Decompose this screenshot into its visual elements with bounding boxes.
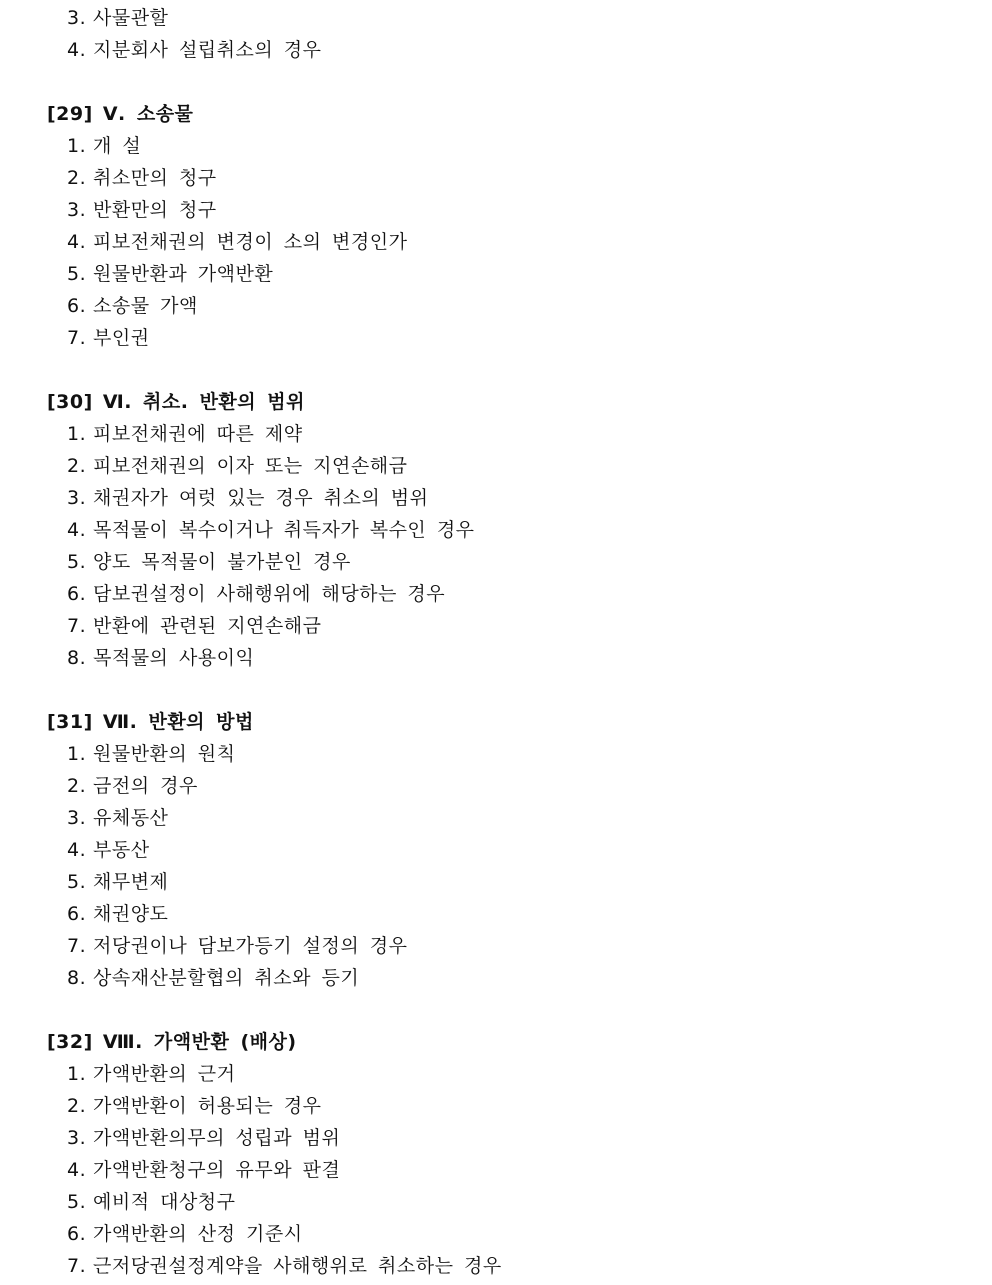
item-number: 3. (67, 1127, 87, 1149)
item-number: 3. (67, 7, 87, 29)
list-item (0, 1058, 992, 1090)
section-title: Ⅶ. 반환의 방법 (102, 711, 254, 733)
item-number: 4. (67, 231, 87, 253)
list-item (0, 738, 992, 770)
item-number: 2. (67, 775, 87, 797)
item-text: 가액반환의무의 성립과 범위 (93, 1127, 341, 1149)
spacer (0, 994, 992, 1026)
list-item (0, 482, 992, 514)
item-text: 사물관할 (93, 7, 169, 29)
item-text: 부인권 (93, 327, 150, 349)
document-page (0, 2, 992, 1282)
item-number: 8. (67, 647, 87, 669)
list-item (0, 1186, 992, 1218)
item-number: 3. (67, 807, 87, 829)
item-text: 반환에 관련된 지연손해금 (93, 615, 322, 637)
item-text: 취소만의 청구 (93, 167, 217, 189)
list-item (0, 834, 992, 866)
item-text: 유체동산 (93, 807, 169, 829)
item-text: 원물반환의 원칙 (93, 743, 236, 765)
item-text: 소송물 가액 (93, 295, 198, 317)
list-item (0, 642, 992, 674)
item-text: 채권자가 여럿 있는 경우 취소의 범위 (93, 487, 429, 509)
list-item (0, 258, 992, 290)
item-number: 6. (67, 583, 87, 605)
list-item (0, 1218, 992, 1250)
list-item (0, 770, 992, 802)
item-text: 가액반환의 근거 (93, 1063, 236, 1085)
list-item (0, 1090, 992, 1122)
item-number: 8. (67, 967, 87, 989)
item-number: 1. (67, 743, 87, 765)
item-number: 1. (67, 135, 87, 157)
list-item (0, 898, 992, 930)
list-item (0, 546, 992, 578)
item-text: 상속재산분할협의 취소와 등기 (93, 967, 360, 989)
list-item (0, 194, 992, 226)
item-number: 7. (67, 615, 87, 637)
item-number: 3. (67, 199, 87, 221)
section-code: [30] (47, 391, 93, 413)
item-number: 7. (67, 1255, 87, 1277)
list-item (0, 610, 992, 642)
item-text: 원물반환과 가액반환 (93, 263, 274, 285)
item-text: 피보전채권의 변경이 소의 변경인가 (93, 231, 408, 253)
item-number: 7. (67, 935, 87, 957)
spacer (0, 66, 992, 98)
item-text: 근저당권설정계약을 사해행위로 취소하는 경우 (93, 1255, 502, 1277)
list-item (0, 930, 992, 962)
section-heading (0, 706, 992, 738)
item-number: 7. (67, 327, 87, 349)
section-title: Ⅴ. 소송물 (102, 103, 194, 125)
item-text: 가액반환청구의 유무와 판결 (93, 1159, 341, 1181)
list-item (0, 962, 992, 994)
list-item (0, 162, 992, 194)
item-text: 양도 목적물이 불가분인 경우 (93, 551, 351, 573)
item-text: 지분회사 설립취소의 경우 (93, 39, 322, 61)
item-number: 4. (67, 39, 87, 61)
section-title: Ⅷ. 가액반환 (배상) (102, 1031, 297, 1053)
section-code: [32] (47, 1031, 93, 1053)
item-number: 5. (67, 263, 87, 285)
section-code: [31] (47, 711, 93, 733)
item-text: 피보전채권의 이자 또는 지연손해금 (93, 455, 408, 477)
item-number: 5. (67, 1191, 87, 1213)
item-number: 5. (67, 551, 87, 573)
list-item (0, 1250, 992, 1282)
list-item (0, 34, 992, 66)
item-text: 가액반환이 허용되는 경우 (93, 1095, 322, 1117)
list-item (0, 130, 992, 162)
list-item (0, 2, 992, 34)
item-number: 6. (67, 903, 87, 925)
section-title: Ⅵ. 취소. 반환의 범위 (102, 391, 305, 413)
section-code: [29] (47, 103, 93, 125)
list-item (0, 1122, 992, 1154)
list-item (0, 802, 992, 834)
item-number: 1. (67, 1063, 87, 1085)
item-text: 반환만의 청구 (93, 199, 217, 221)
item-number: 6. (67, 295, 87, 317)
item-number: 3. (67, 487, 87, 509)
list-item (0, 418, 992, 450)
item-number: 4. (67, 1159, 87, 1181)
item-text: 목적물의 사용이익 (93, 647, 255, 669)
item-text: 금전의 경우 (93, 775, 198, 797)
item-number: 5. (67, 871, 87, 893)
spacer (0, 354, 992, 386)
item-number: 2. (67, 455, 87, 477)
item-number: 2. (67, 167, 87, 189)
list-item (0, 322, 992, 354)
item-number: 1. (67, 423, 87, 445)
item-text: 담보권설정이 사해행위에 해당하는 경우 (93, 583, 446, 605)
item-text: 피보전채권에 따른 제약 (93, 423, 303, 445)
section-heading (0, 386, 992, 418)
item-text: 채권양도 (93, 903, 169, 925)
item-text: 목적물이 복수이거나 취득자가 복수인 경우 (93, 519, 475, 541)
section-heading (0, 98, 992, 130)
item-text: 채무변제 (93, 871, 169, 893)
item-text: 예비적 대상청구 (93, 1191, 236, 1213)
list-item (0, 226, 992, 258)
item-number: 4. (67, 839, 87, 861)
item-text: 부동산 (93, 839, 150, 861)
list-item (0, 450, 992, 482)
item-number: 6. (67, 1223, 87, 1245)
item-text: 가액반환의 산정 기준시 (93, 1223, 303, 1245)
list-item (0, 578, 992, 610)
spacer (0, 674, 992, 706)
item-text: 개 설 (93, 135, 142, 157)
list-item (0, 866, 992, 898)
list-item (0, 1154, 992, 1186)
section-heading (0, 1026, 992, 1058)
list-item (0, 514, 992, 546)
list-item (0, 290, 992, 322)
item-text: 저당권이나 담보가등기 설정의 경우 (93, 935, 408, 957)
item-number: 4. (67, 519, 87, 541)
item-number: 2. (67, 1095, 87, 1117)
